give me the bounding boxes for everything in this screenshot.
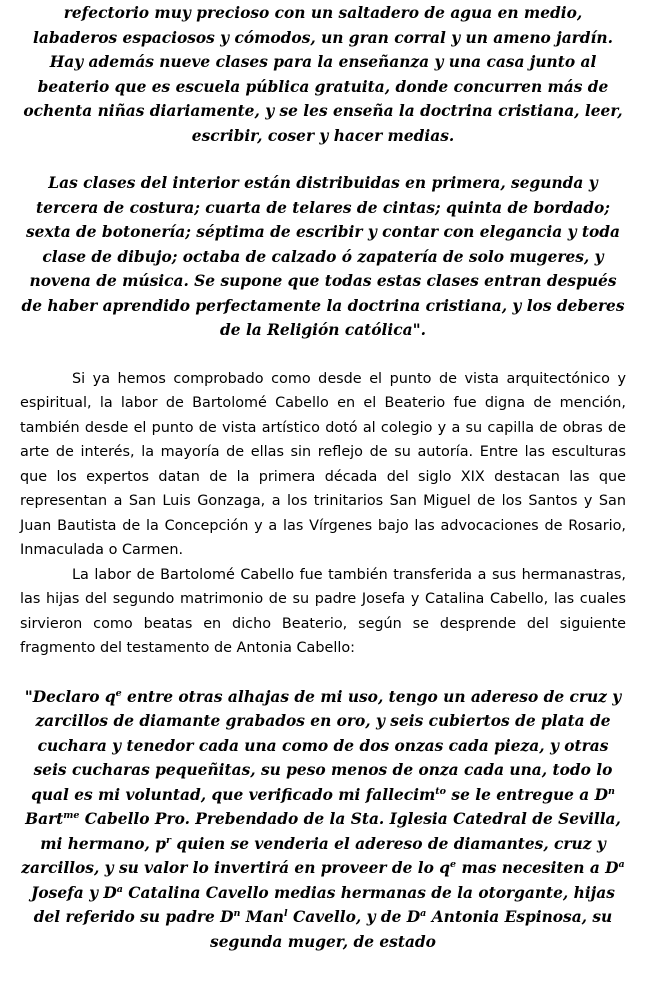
abbreviation-superscript: e <box>115 687 122 699</box>
quote-3-text: entre otras alhajas de mi uso, tengo un adereso de cruz y zarcillos de diamante grabados en oro, y seis cubiertos de plata de cuchara y tenedor cada una como de dos onzas cada pieza, y otras seis cucharas pequeñitas, su peso menos de onza cada una, todo lo qual es mi voluntad, que verificado mi fallecim <box>31 687 622 804</box>
quote-3-text: Cavello, y de D <box>287 908 421 926</box>
abbreviation-superscript: a <box>116 883 123 895</box>
body-paragraph-1: Si ya hemos comprobado como desde el punto de vista arquitectónico y espiritual, la labor de Bartolomé Cabello en el Beaterio fue digna de mención, también desde el punto de vista artístico dotó al colegio y a su capilla de obras de arte de interés, la mayoría de ellas sin reflejo de su autoría. Entre las esculturas que los expertos datan de la primera década del siglo XIX destacan las que representan a San Luis Gonzaga, a los trinitarios San Miguel de los Santos y San Juan Bautista de la Concepción y a las Vírgenes bajo las advocaciones de Rosario, Inmaculada o Carmen. <box>20 370 626 558</box>
quote-3-text: se le entregue a D <box>446 785 608 804</box>
abbreviation-superscript: a <box>420 907 427 919</box>
quote-3-text: Catalina Cavello medias hermanas de la otorgante, hijas del referido su padre D <box>33 883 615 926</box>
body-paragraph-2: La labor de Bartolomé Cabello fue también transferida a sus hermanastras, las hijas del segundo matrimonio de su padre Josefa y Catalina Cabello, las cuales sirvieron como beatas en dicho Beaterio, según se desprende del siguiente fragmento del testamento de Antonia Cabello: <box>20 566 626 656</box>
quote-3-text: Josefa y D <box>31 883 117 902</box>
quote-block-2: Las clases del interior están distribuidas en primera, segunda y tercera de costura; cuarta de telares de cintas; quinta de bordado; sexta de botonería; séptima de escribir y contar con elegancia y toda clase de dibujo; octaba de calzado ó zapatería de solo mugeres, y novena de música. Se supone que todas estas clases entran después de haber aprendido perfectamente la doctrina cristiana, y los deberes de la Religión católica". <box>21 174 625 339</box>
quote-block-1: refectorio muy precioso con un saltadero de agua en medio, labaderos espaciosos y cómodos, un gran corral y un ameno jardín. Hay además nueve clases para la enseñanza y una casa junto al beaterio que es escuela pública gratuita, donde concurren más de ochenta niñas diariamente, y se les enseña la doctrina cristiana, leer, escribir, coser y hacer medias. <box>23 4 623 145</box>
quote-3-text: "Declaro q <box>24 687 116 706</box>
abbreviation-superscript: a <box>618 858 625 870</box>
quote-3-text: Cabello Pro. Prebendado de la Sta. Iglesia Catedral de Sevilla, mi hermano, p <box>40 810 621 853</box>
abbreviation-superscript: e <box>450 858 457 870</box>
abbreviation-superscript: n <box>608 785 615 797</box>
quote-3-text: Antonia Espinosa, su segunda muger, de estado <box>210 908 613 951</box>
abbreviation-superscript: l <box>283 907 288 919</box>
quote-block-3 <box>20 685 626 955</box>
document-page <box>20 0 626 954</box>
quote-3-text: Bart <box>25 810 64 828</box>
quote-3-text: Man <box>240 908 284 926</box>
abbreviation-superscript: me <box>63 809 80 821</box>
abbreviation-superscript: r <box>166 834 172 846</box>
abbreviation-superscript: n <box>233 907 241 919</box>
quote-3-text: mas necesiten a D <box>456 859 619 877</box>
abbreviation-superscript: to <box>435 785 447 797</box>
quote-3-text: quien se venderia el adereso de diamantes, cruz y zarcillos, y su valor lo invertirá en proveer de lo q <box>21 834 606 877</box>
